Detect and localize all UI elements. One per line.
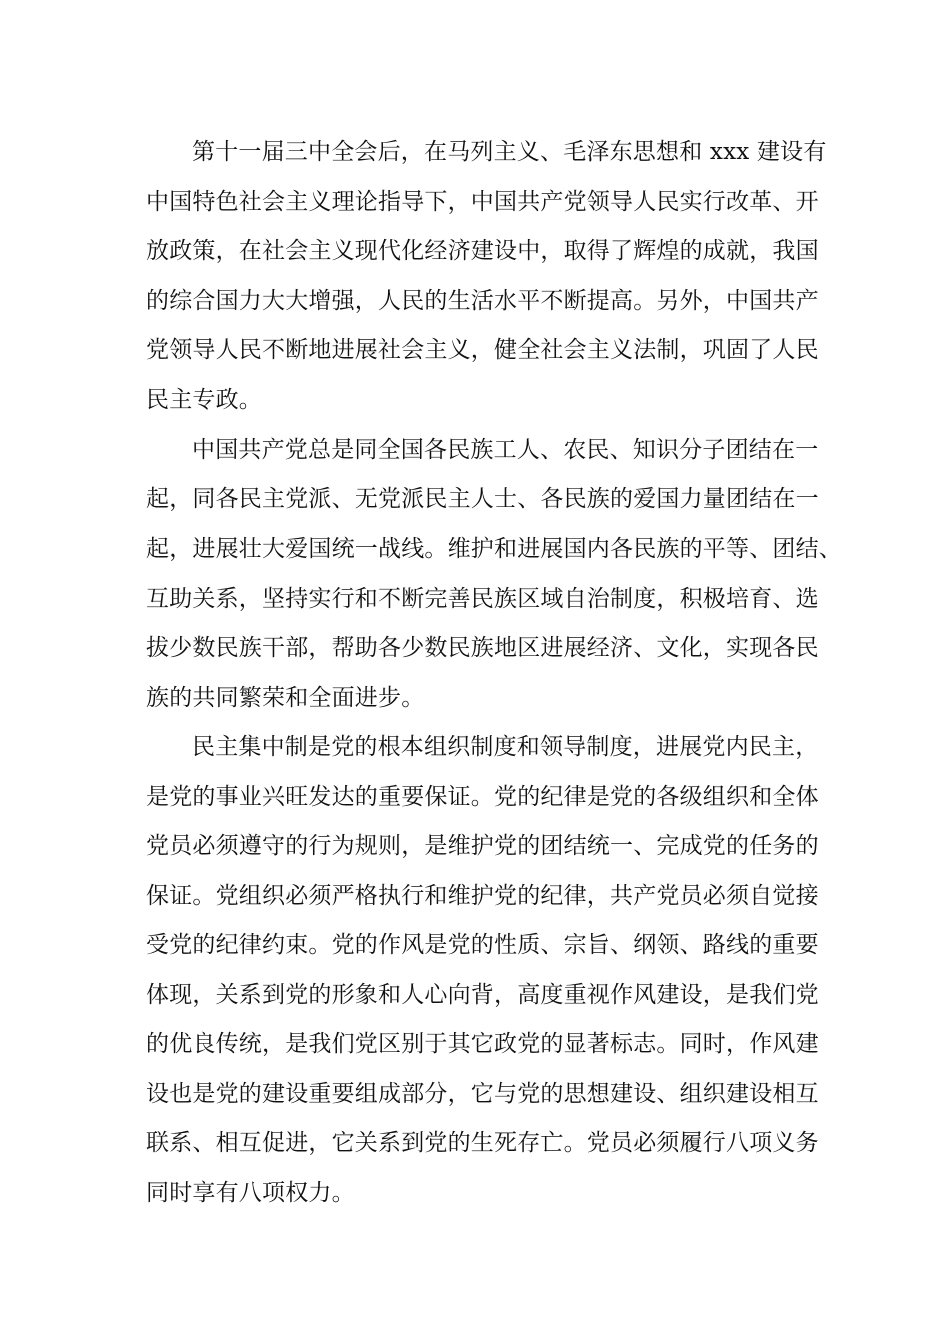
paragraph-3-line-9: 联系、相互促进，它关系到党的生死存亡。党员必须履行八项义务 bbox=[146, 1130, 819, 1156]
paragraph-3-line-2: 是党的事业兴旺发达的重要保证。党的纪律是党的各级组织和全体 bbox=[146, 784, 819, 810]
paragraph-3-line-3: 党员必须遵守的行为规则，是维护党的团结统一、完成党的任务的 bbox=[146, 833, 819, 859]
paragraph-2-line-2: 起，同各民主党派、无党派民主人士、各民族的爱国力量团结在一 bbox=[146, 486, 819, 512]
paragraph-2-line-1: 中国共产党总是同全国各民族工人、农民、知识分子团结在一 bbox=[192, 437, 819, 463]
paragraph-3-line-10: 同时享有八项权力。 bbox=[146, 1180, 355, 1206]
paragraph-3-line-6: 体现，关系到党的形象和人心向背，高度重视作风建设，是我们党 bbox=[146, 982, 819, 1008]
paragraph-3-line-5: 受党的纪律约束。党的作风是党的性质、宗旨、纲领、路线的重要 bbox=[146, 932, 819, 958]
paragraph-1-line-3: 放政策，在社会主义现代化经济建设中，取得了辉煌的成就，我国 bbox=[146, 238, 819, 264]
paragraph-2-line-6: 族的共同繁荣和全面进步。 bbox=[146, 685, 425, 711]
paragraph-1-line-2: 中国特色社会主义理论指导下，中国共产党领导人民实行改革、开 bbox=[146, 189, 819, 215]
paragraph-1-line-6: 民主专政。 bbox=[146, 387, 262, 413]
paragraph-3-line-1: 民主集中制是党的根本组织制度和领导制度，进展党内民主， bbox=[192, 734, 819, 760]
paragraph-3-line-4: 保证。党组织必须严格执行和维护党的纪律，共产党员必须自觉接 bbox=[146, 883, 819, 909]
paragraph-2-line-3: 起，进展壮大爱国统一战线。维护和进展国内各民族的平等、团结、 bbox=[146, 536, 842, 562]
paragraph-1-line-1: 第十一届三中全会后，在马列主义、毛泽东思想和 xxx 建设有 bbox=[192, 139, 827, 165]
paragraph-3-line-7: 的优良传统，是我们党区别于其它政党的显著标志。同时，作风建 bbox=[146, 1031, 819, 1057]
paragraph-2-line-5: 拔少数民族干部，帮助各少数民族地区进展经济、文化，实现各民 bbox=[146, 635, 819, 661]
paragraph-3-line-8: 设也是党的建设重要组成部分，它与党的思想建设、组织建设相互 bbox=[146, 1081, 819, 1107]
paragraph-2-line-4: 互助关系，坚持实行和不断完善民族区域自治制度，积极培育、选 bbox=[146, 586, 819, 612]
paragraph-1-line-4: 的综合国力大大增强，人民的生活水平不断提高。另外，中国共产 bbox=[146, 288, 819, 314]
paragraph-1-line-5: 党领导人民不断地进展社会主义，健全社会主义法制，巩固了人民 bbox=[146, 337, 819, 363]
